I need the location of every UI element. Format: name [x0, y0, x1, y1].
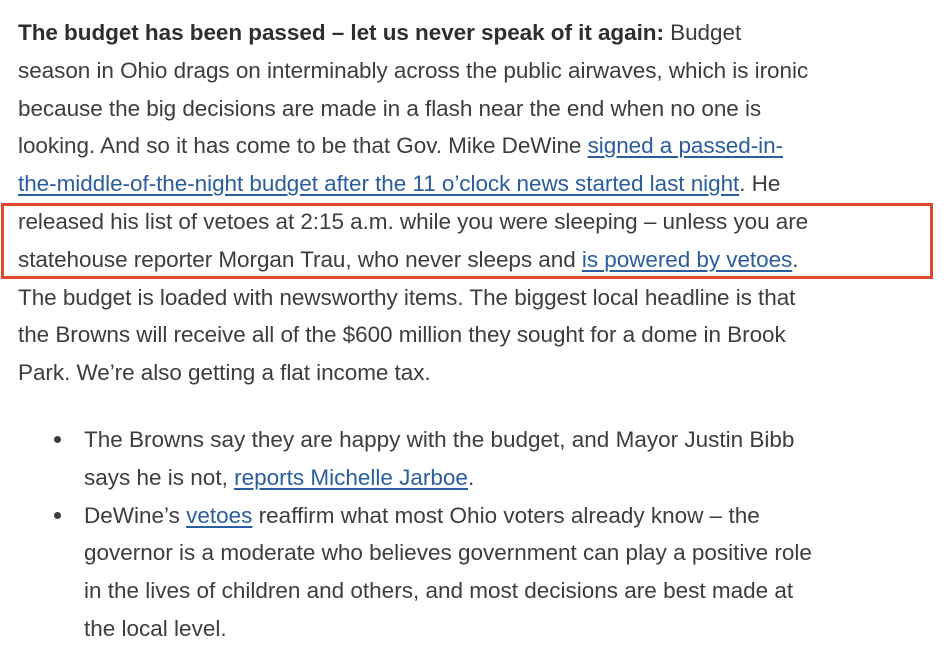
- article-body: [18, 14, 938, 641]
- list-item: [18, 421, 938, 497]
- signed-budget-link-continued[interactable]: the-middle-of-the-night budget after the 11 o’clock news started last night: [18, 171, 740, 197]
- bullet-text: reaffirm what most Ohio voters already know – the: [252, 502, 760, 528]
- paragraph-text: Budget: [663, 20, 742, 45]
- paragraph-lead: The budget has been passed – let us never speak of it again:: [18, 20, 664, 45]
- bullet-text: .: [467, 464, 475, 490]
- bullet-line: the local level.: [84, 615, 227, 641]
- paragraph-line-2: season in Ohio drags on interminably across the public airwaves, which is ironic: [18, 57, 809, 83]
- bullet-text: says he is not,: [84, 464, 235, 490]
- paragraph-line-4: [18, 127, 938, 165]
- signed-budget-link[interactable]: signed a passed-in-: [587, 133, 783, 159]
- paragraph-line-9: the Browns will receive all of the $600 million they sought for a dome in Brook: [18, 322, 786, 348]
- bullet-line: The Browns say they are happy with the budget, and Mayor Justin Bibb: [84, 427, 795, 452]
- paragraph-line-3: because the big decisions are made in a flash near the end when no one is: [18, 95, 762, 121]
- powered-by-vetoes-link[interactable]: is powered by vetoes: [581, 246, 793, 272]
- paragraph-line-1: [18, 14, 938, 52]
- vetoes-link[interactable]: vetoes: [186, 502, 253, 528]
- michelle-jarboe-link[interactable]: reports Michelle Jarboe: [234, 464, 468, 490]
- list-item: [18, 497, 938, 648]
- bullet-line: [84, 459, 938, 497]
- paragraph-text: . He: [739, 171, 781, 197]
- bullet-line: in the lives of children and others, and most decisions are best made at: [84, 578, 794, 604]
- paragraph-line-10: Park. We’re also getting a flat income tax.: [18, 360, 431, 386]
- bullet-icon: [54, 436, 61, 443]
- paragraph-text: .: [792, 246, 799, 272]
- paragraph-line-7: [18, 241, 938, 279]
- bullet-icon: [54, 512, 61, 519]
- bullet-line: governor is a moderate who believes government can play a positive role: [84, 540, 812, 566]
- bullet-line: [84, 497, 938, 535]
- bullet-text: DeWine’s: [84, 502, 187, 528]
- paragraph-line-6: released his list of vetoes at 2:15 a.m. while you were sleeping – unless you are: [18, 208, 809, 234]
- budget-paragraph: [18, 14, 938, 392]
- paragraph-line-5: [18, 165, 938, 203]
- paragraph-text: looking. And so it has come to be that Gov. Mike DeWine: [18, 133, 588, 159]
- paragraph-text: statehouse reporter Morgan Trau, who never sleeps and: [18, 246, 582, 272]
- paragraph-line-8: The budget is loaded with newsworthy items. The biggest local headline is that: [18, 284, 796, 310]
- bullet-list: [18, 421, 938, 648]
